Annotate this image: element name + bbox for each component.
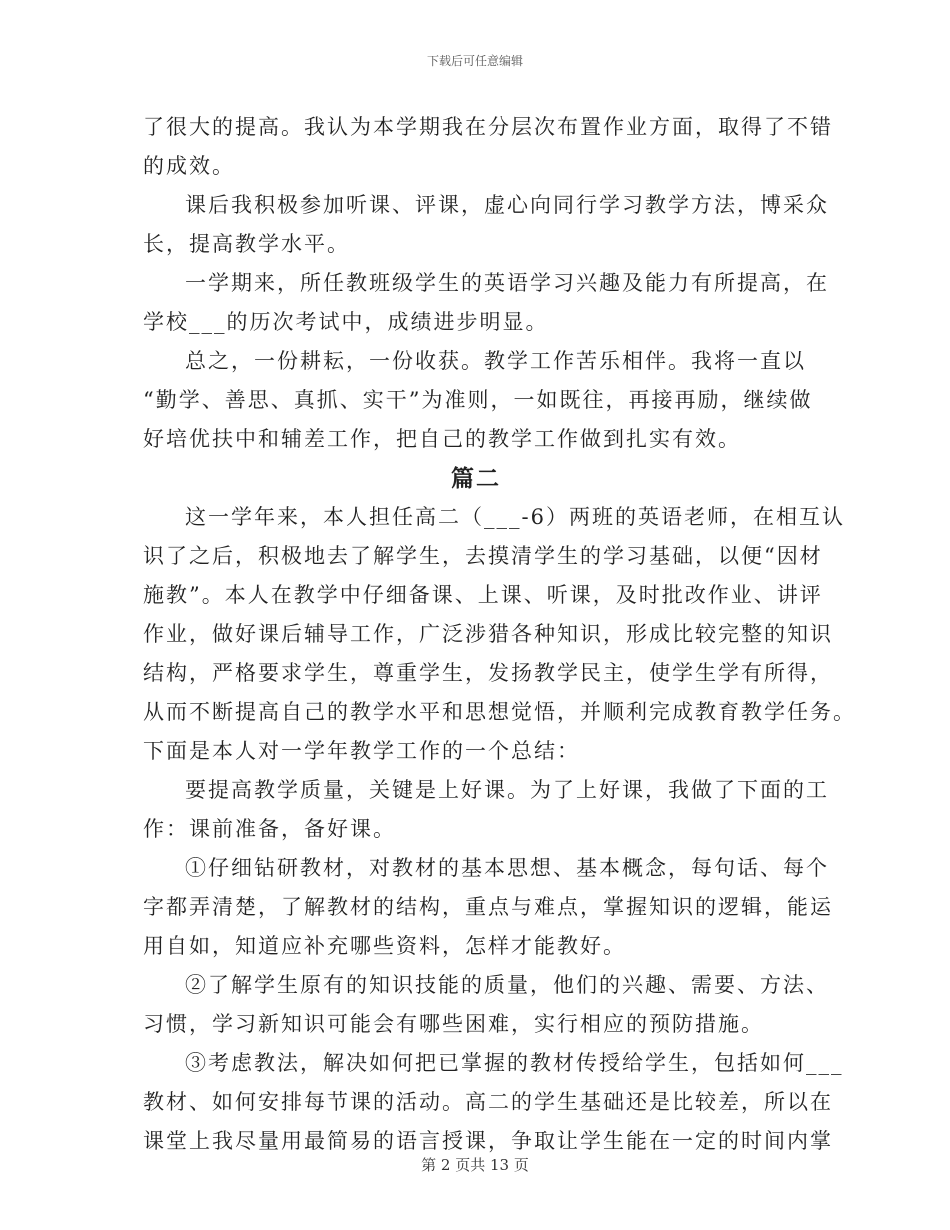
text-line: 了很大的提高。我认为本学期我在分层次布置作业方面，取得了不错 [143,115,833,139]
text-line: 课堂上我尽量用最简易的语言授课，争取让学生能在一定的时间内掌 [143,1129,833,1153]
text-line: 总之，一份耕耘，一份收获。教学工作苦乐相伴。我将一直以 [185,349,806,373]
text-line: ①仔细钻研教材，对教材的基本思想、基本概念，每句话、每个 [185,856,829,880]
text-line: “勤学、善思、真抓、实干”为准则，一如既往，再接再励，继续做 [143,388,813,412]
text-line: 要提高教学质量，关键是上好课。为了上好课，我做了下面的工 [185,778,829,802]
text-line: 字都弄清楚，了解教材的结构，重点与难点，掌握知识的逻辑，能运 [143,895,833,919]
text-line: 施教”。本人在教学中仔细备课、上课、听课，及时批改作业、讲评 [143,583,823,607]
text-line: 结构，严格要求学生，尊重学生，发扬教学民主，使学生学有所得， [143,661,833,685]
text-line: ③考虑教法，解决如何把已掌握的教材传授给学生，包括如何___ [185,1051,844,1075]
text-line: 长，提高教学水平。 [143,232,350,256]
text-line: 习惯，学习新知识可能会有哪些困难，实行相应的预防措施。 [143,1012,764,1036]
text-line: 好培优扶中和辅差工作，把自己的教学工作做到扎实有效。 [143,427,741,451]
text-line: 的成效。 [143,154,235,178]
text-line: 从而不断提高自己的教学水平和思想觉悟，并顺利完成教育教学任务。 [143,700,856,724]
page-header: 下载后可任意编辑 [426,54,523,68]
page-footer: 第 2 页共 13 页 [421,1156,529,1174]
text-line: 下面是本人对一学年教学工作的一个总结： [143,739,580,763]
document-body [143,108,856,1161]
text-line: ②了解学生原有的知识技能的质量，他们的兴趣、需要、方法、 [185,973,829,997]
text-line: 课后我积极参加听课、评课，虚心向同行学习教学方法，博采众 [185,193,829,217]
text-line: 学校___的历次考试中，成绩进步明显。 [143,310,549,334]
text-line: 用自如，知道应补充哪些资料，怎样才能教好。 [143,934,626,958]
text-line: 作业，做好课后辅导工作，广泛涉猎各种知识，形成比较完整的知识 [143,622,833,646]
section-heading: 篇二 [451,465,501,492]
text-line: 教材、如何安排每节课的活动。高二的学生基础还是比较差，所以在 [143,1090,833,1114]
text-line: 这一学年来，本人担任高二（___-6）两班的英语老师，在相互认 [185,505,845,529]
text-line: 一学期来，所任教班级学生的英语学习兴趣及能力有所提高，在 [185,271,829,295]
text-line: 识了之后，积极地去了解学生，去摸清学生的学习基础，以便“因材 [143,544,823,568]
text-line: 作：课前准备，备好课。 [143,817,396,841]
